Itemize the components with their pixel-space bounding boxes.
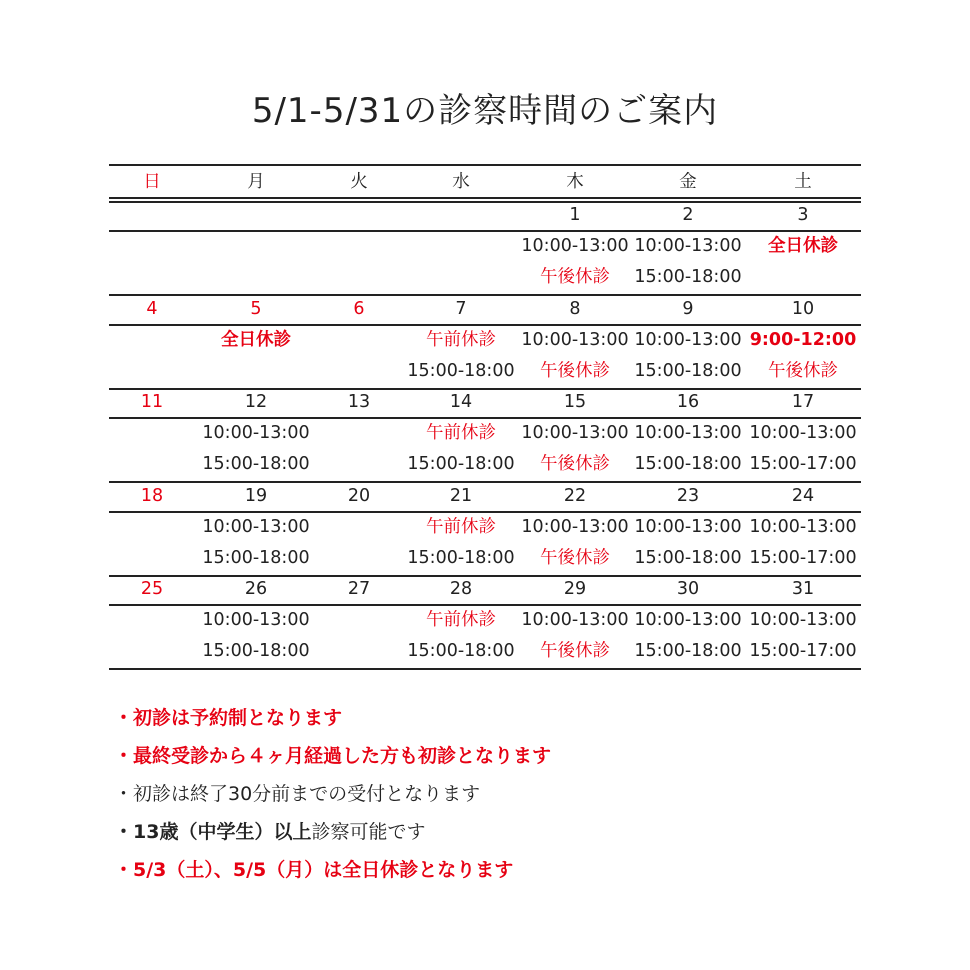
note-suffix: 診察可能です <box>311 821 426 843</box>
weekday-header: 水 <box>452 172 470 192</box>
morning-hours: 10:00-13:00 <box>749 517 857 537</box>
date-cell: 9 <box>682 299 694 319</box>
weekday-header: 土 <box>794 172 812 192</box>
date-cell: 16 <box>676 392 700 412</box>
afternoon-hours: 15:00-18:00 <box>407 548 515 568</box>
morning-hours: 10:00-13:00 <box>521 236 629 256</box>
morning-hours: 午前休診 <box>426 423 496 443</box>
date-cell: 28 <box>449 579 473 599</box>
morning-hours: 午前休診 <box>426 517 496 537</box>
weekday-header: 金 <box>679 172 697 192</box>
date-cell: 29 <box>563 579 587 599</box>
note-item: ・初診は終了30分前までの受付となります <box>114 783 481 805</box>
afternoon-hours: 15:00-18:00 <box>634 548 742 568</box>
afternoon-hours: 15:00-18:00 <box>407 454 515 474</box>
morning-hours: 10:00-13:00 <box>634 610 742 630</box>
table-divider <box>109 197 861 199</box>
weekday-header: 月 <box>247 172 265 192</box>
date-cell: 15 <box>563 392 587 412</box>
date-cell: 18 <box>140 486 164 506</box>
morning-hours: 10:00-13:00 <box>634 423 742 443</box>
date-cell: 8 <box>569 299 581 319</box>
date-cell: 27 <box>347 579 371 599</box>
morning-hours: 10:00-13:00 <box>202 423 310 443</box>
table-divider <box>109 511 861 513</box>
date-cell: 13 <box>347 392 371 412</box>
afternoon-hours: 午後休診 <box>768 361 838 381</box>
afternoon-hours: 午後休診 <box>540 454 610 474</box>
date-cell: 25 <box>140 579 164 599</box>
note-item <box>114 819 551 845</box>
afternoon-hours: 15:00-18:00 <box>202 548 310 568</box>
date-cell: 5 <box>250 299 262 319</box>
morning-hours: 10:00-13:00 <box>634 517 742 537</box>
date-cell: 10 <box>791 299 815 319</box>
note-emphasis: ・13歳（中学生）以上 <box>114 821 312 843</box>
weekday-header: 火 <box>350 172 368 192</box>
date-cell: 31 <box>791 579 815 599</box>
morning-hours: 10:00-13:00 <box>521 610 629 630</box>
afternoon-hours: 15:00-17:00 <box>749 641 857 661</box>
date-cell: 7 <box>455 299 467 319</box>
table-divider <box>109 388 861 390</box>
date-cell: 12 <box>244 392 268 412</box>
morning-hours: 全日休診 <box>221 330 291 350</box>
morning-hours: 10:00-13:00 <box>202 610 310 630</box>
note-item: ・最終受診から４ヶ月経過した方も初診となります <box>114 745 552 767</box>
weekday-header: 木 <box>566 172 584 192</box>
morning-hours: 10:00-13:00 <box>634 330 742 350</box>
afternoon-hours: 午後休診 <box>540 361 610 381</box>
date-cell: 30 <box>676 579 700 599</box>
afternoon-hours: 午後休診 <box>540 548 610 568</box>
table-divider <box>109 668 861 670</box>
afternoon-hours: 15:00-18:00 <box>634 454 742 474</box>
afternoon-hours: 15:00-17:00 <box>749 548 857 568</box>
date-cell: 14 <box>449 392 473 412</box>
afternoon-hours: 午後休診 <box>540 641 610 661</box>
date-cell: 6 <box>353 299 365 319</box>
note-item: ・初診は予約制となります <box>114 707 343 729</box>
date-cell: 3 <box>797 205 809 225</box>
table-divider <box>109 481 861 483</box>
date-cell: 24 <box>791 486 815 506</box>
date-cell: 17 <box>791 392 815 412</box>
afternoon-hours: 15:00-18:00 <box>407 641 515 661</box>
date-cell: 26 <box>244 579 268 599</box>
notes-list <box>114 705 551 895</box>
weekday-header: 日 <box>143 172 161 192</box>
date-cell: 4 <box>146 299 158 319</box>
afternoon-hours: 15:00-17:00 <box>749 454 857 474</box>
afternoon-hours: 15:00-18:00 <box>407 361 515 381</box>
morning-hours: 10:00-13:00 <box>749 423 857 443</box>
morning-hours: 10:00-13:00 <box>521 517 629 537</box>
morning-hours: 10:00-13:00 <box>634 236 742 256</box>
morning-hours: 午前休診 <box>426 330 496 350</box>
date-cell: 23 <box>676 486 700 506</box>
morning-hours: 10:00-13:00 <box>202 517 310 537</box>
morning-hours: 10:00-13:00 <box>749 610 857 630</box>
morning-hours: 午前休診 <box>426 610 496 630</box>
page-title: 5/1-5/31の診察時間のご案内 <box>251 91 719 131</box>
afternoon-hours: 15:00-18:00 <box>634 641 742 661</box>
table-divider <box>109 201 861 203</box>
table-divider <box>109 575 861 577</box>
table-divider <box>109 230 861 232</box>
morning-hours: 10:00-13:00 <box>521 423 629 443</box>
date-cell: 2 <box>682 205 694 225</box>
date-cell: 21 <box>449 486 473 506</box>
afternoon-hours: 15:00-18:00 <box>634 267 742 287</box>
date-cell: 1 <box>569 205 581 225</box>
table-divider <box>109 604 861 606</box>
morning-hours: 9:00-12:00 <box>749 330 857 350</box>
afternoon-hours: 午後休診 <box>540 267 610 287</box>
table-divider <box>109 324 861 326</box>
afternoon-hours: 15:00-18:00 <box>634 361 742 381</box>
afternoon-hours: 15:00-18:00 <box>202 454 310 474</box>
morning-hours: 全日休診 <box>768 236 838 256</box>
date-cell: 11 <box>140 392 164 412</box>
date-cell: 19 <box>244 486 268 506</box>
table-divider <box>109 164 861 166</box>
table-divider <box>109 417 861 419</box>
date-cell: 20 <box>347 486 371 506</box>
morning-hours: 10:00-13:00 <box>521 330 629 350</box>
note-item: ・5/3（土）、5/5（月）は全日休診となります <box>114 859 514 881</box>
date-cell: 22 <box>563 486 587 506</box>
afternoon-hours: 15:00-18:00 <box>202 641 310 661</box>
table-divider <box>109 294 861 296</box>
